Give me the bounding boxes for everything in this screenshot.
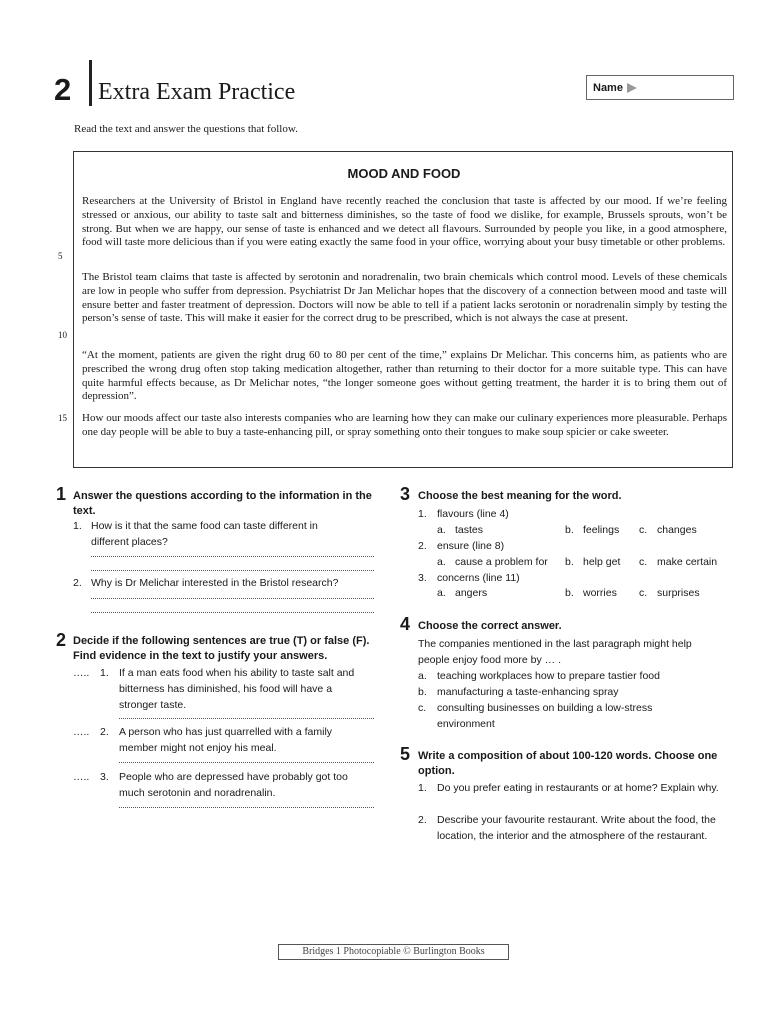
answer-line[interactable] <box>91 556 374 557</box>
passage-paragraph: “At the moment, patients are given the right drug 60 to 80 per cent of the time,” explains Dr Melichar. This concerns him, as patients who are prescribed the wrong drug often stop taking medication altogether, rather than returning to their doctor for a more suitable type. This can have quite harmful effects because, as Dr Melichar notes, “the longer someone goes without getting treatment, the harder it is to bring them out of depression”. <box>82 349 727 403</box>
arrow-right-icon <box>627 83 637 93</box>
option-text: changes <box>657 524 697 536</box>
question-number: 4 <box>400 614 411 634</box>
question-text: How is it that the same food can taste different in different places? <box>91 520 318 548</box>
line-number: 5 <box>58 251 63 261</box>
option-text: make certain <box>657 556 718 568</box>
question-stem: The companies mentioned in the last paragraph might help people enjoy food more by … . <box>418 638 692 666</box>
answer-line[interactable] <box>91 598 374 599</box>
question-number: 1 <box>56 484 67 504</box>
reading-passage <box>73 151 733 468</box>
question-heading: Decide if the following sentences are true (T) or false (F). Find evidence in the text to justify your answers. <box>73 635 370 662</box>
item-number: 3. <box>418 572 427 584</box>
question-heading: Answer the questions according to the information in the text. <box>73 490 372 517</box>
option-text: angers <box>455 587 488 599</box>
unit-number: 2 <box>54 72 72 107</box>
answer-line[interactable] <box>91 612 374 613</box>
item-number: 2. <box>418 540 427 552</box>
option-letter[interactable]: b. <box>565 524 574 536</box>
vocab-word: ensure (line 8) <box>437 540 505 552</box>
item-number: 3. <box>100 771 109 783</box>
passage-paragraph: The Bristol team claims that taste is affected by serotonin and noradrenalin, two brain chemicals which control mood. Levels of these chemicals are low in people who suffer from depression. Psychiatrist Dr Jan Melichar hopes that the discovery of a connection between mood and taste will ensure better and faster treatment of depression. Doctors will now be able to tell if a patient lacks serotonin or noradrenalin simply by testing the person’s sense of taste. This will make it easier for the correct drug to be prescribed, which is not always the case at present. <box>82 271 727 325</box>
page-title: Extra Exam Practice <box>98 79 296 105</box>
passage-title: MOOD AND FOOD <box>347 166 461 181</box>
item-number: 2. <box>418 814 427 826</box>
option-letter[interactable]: a. <box>437 524 446 536</box>
statement-text: A person who has just quarrelled with a family member might not enjoy his meal. <box>119 726 333 754</box>
statement-text: People who are depressed have probably got too much serotonin and noradrenalin. <box>119 771 348 799</box>
question-heading: Choose the best meaning for the word. <box>418 490 622 502</box>
question-heading: Choose the correct answer. <box>418 620 562 632</box>
item-number: 1. <box>418 782 427 794</box>
item-number: 1. <box>418 508 427 520</box>
question-number: 3 <box>400 484 411 504</box>
option-text: worries <box>583 587 617 599</box>
true-false-blank[interactable]: ….. <box>73 667 90 679</box>
option-text: surprises <box>657 587 700 599</box>
option-text: cause a problem for <box>455 556 548 568</box>
passage-paragraph: Researchers at the University of Bristol in England have recently reached the conclusion that taste is affected by our mood. If we’re feeling stressed or anxious, our ability to taste salt and bitterness diminishes, so the taste of food we dislike, for example, Brussels sprouts, won’t be strong. But when we are happy, our sense of taste is enhanced and we detect all flavours. Surrounded by people you like, in a good atmosphere, food will taste more delicious than if you were eating exactly the same food in your office, worrying about your busy timetable or other problems. <box>82 195 727 249</box>
option-letter[interactable]: c. <box>639 587 648 599</box>
footer-copyright: Bridges 1 Photocopiable © Burlington Books <box>278 944 509 960</box>
answer-line[interactable] <box>91 570 374 571</box>
item-number: 2. <box>73 577 82 589</box>
option-letter[interactable]: c. <box>639 524 648 536</box>
question-text: Why is Dr Melichar interested in the Bristol research? <box>91 577 339 589</box>
item-number: 1. <box>100 667 109 679</box>
item-number: 1. <box>73 520 82 532</box>
name-label: Name <box>593 81 623 94</box>
name-field[interactable] <box>586 75 734 100</box>
line-number: 10 <box>58 330 67 340</box>
vocab-word: flavours (line 4) <box>437 508 509 520</box>
option-text: consulting businesses on building a low-stress environment <box>437 702 653 730</box>
item-number: 2. <box>100 726 109 738</box>
vocab-word: concerns (line 11) <box>437 572 520 584</box>
evidence-line[interactable] <box>119 762 374 763</box>
writing-option: Do you prefer eating in restaurants or at home? Explain why. <box>437 782 719 794</box>
option-text: manufacturing a taste-enhancing spray <box>437 686 619 698</box>
statement-text: If a man eats food when his ability to taste salt and bitterness has diminished, his food will have a stronger taste. <box>119 667 355 711</box>
option-text: teaching workplaces how to prepare tastier food <box>437 670 660 682</box>
line-number: 15 <box>58 413 67 423</box>
header-divider <box>89 60 92 106</box>
option-letter[interactable]: a. <box>437 556 446 568</box>
true-false-blank[interactable]: ….. <box>73 726 90 738</box>
evidence-line[interactable] <box>119 807 374 808</box>
evidence-line[interactable] <box>119 718 374 719</box>
option-letter[interactable]: a. <box>418 670 427 682</box>
option-letter[interactable]: b. <box>418 686 427 698</box>
question-number: 2 <box>56 630 67 650</box>
option-text: tastes <box>455 524 484 536</box>
passage-paragraph: How our moods affect our taste also interests companies who are learning how they can make our culinary experiences more pleasurable. Perhaps one day people will be able to buy a taste-enhancing pill, or spray something onto their tongues to make soup spicier or cake sweeter. <box>82 412 727 438</box>
option-letter[interactable]: c. <box>639 556 648 568</box>
question-number: 5 <box>400 744 411 764</box>
option-letter[interactable]: b. <box>565 556 574 568</box>
option-text: help get <box>583 556 621 568</box>
option-letter[interactable]: a. <box>437 587 446 599</box>
true-false-blank[interactable]: ….. <box>73 771 90 783</box>
option-text: feelings <box>583 524 620 536</box>
writing-option: Describe your favourite restaurant. Write about the food, the location, the interior and the atmosphere of the restaurant. <box>437 814 716 842</box>
question-heading: Write a composition of about 100-120 words. Choose one option. <box>418 750 718 777</box>
intro-instruction: Read the text and answer the questions that follow. <box>74 123 298 135</box>
option-letter[interactable]: c. <box>418 702 427 714</box>
option-letter[interactable]: b. <box>565 587 574 599</box>
